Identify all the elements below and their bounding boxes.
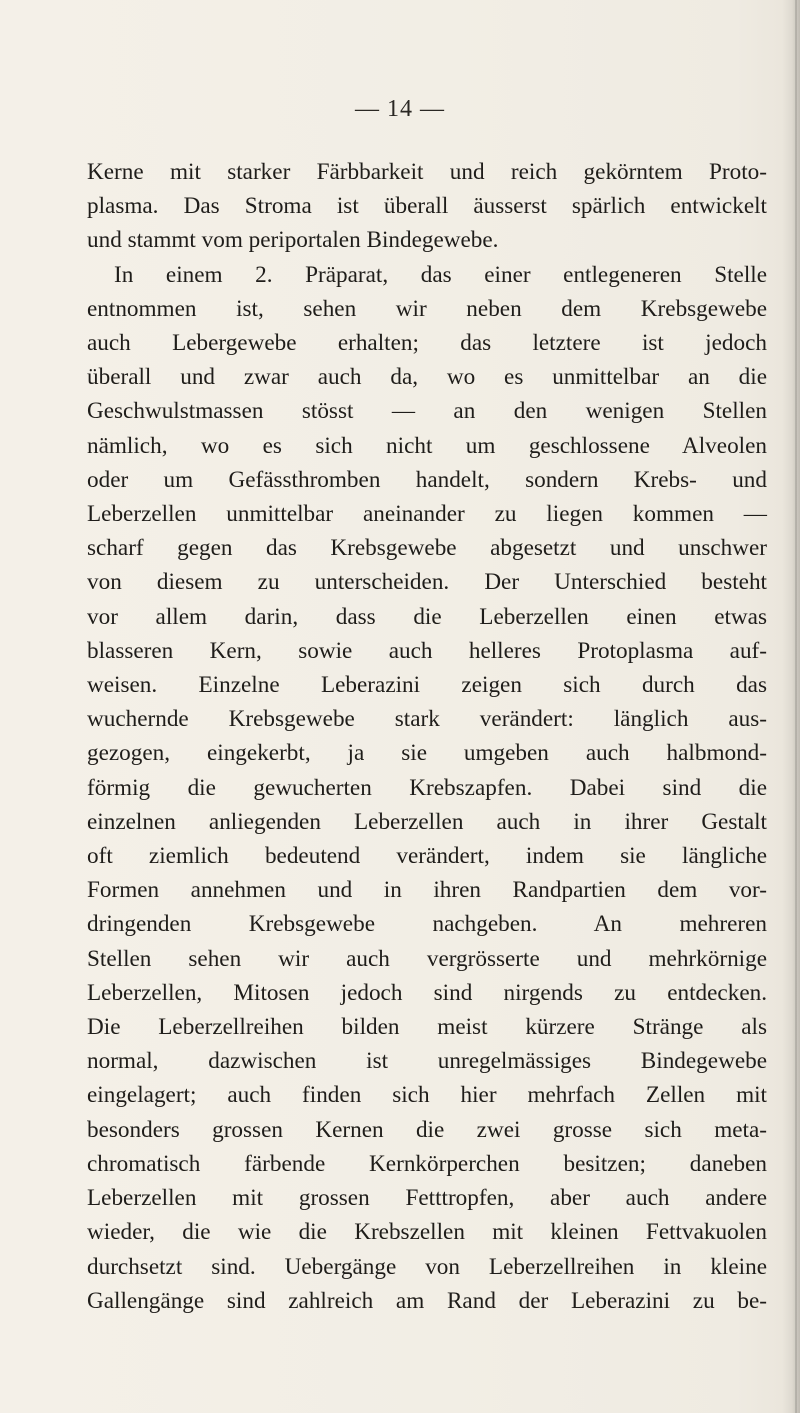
text-line: entnommen ist, sehen wir neben dem Krebsgewebe [87,295,767,322]
text-line: eingelagert; auch finden sich hier mehrfach Zellen mit [87,1082,767,1109]
text-line: weisen. Einzelne Leberazini zeigen sich durch das [87,672,767,699]
text-line: Geschwulstmassen stösst — an den wenigen Stellen [87,398,767,425]
text-line: überall und zwar auch da, wo es unmittelbar an die [87,364,767,391]
text-line: einzelnen anliegenden Leberzellen auch in ihrer Gestalt [87,808,767,835]
body-text [87,155,787,1318]
text-line: vor allem darin, dass die Leberzellen einen etwas [87,603,767,630]
text-line: dringenden Krebsgewebe nachgeben. An mehreren [87,911,767,938]
text-line: normal, dazwischen ist unregelmässiges Bindegewebe [87,1048,767,1075]
text-line: Formen annehmen und in ihren Randpartien dem vor- [87,877,767,904]
text-line: auch Lebergewebe erhalten; das letztere ist jedoch [87,330,767,357]
text-line: Die Leberzellreihen bilden meist kürzere Stränge als [87,1014,767,1041]
text-line: wieder, die wie die Krebszellen mit kleinen Fettvakuolen [87,1219,767,1246]
text-line: und stammt vom periportalen Bindegewebe. [87,227,499,254]
text-line: plasma. Das Stroma ist überall äusserst spärlich entwickelt [87,193,767,220]
page-edge-shadow [782,0,800,1413]
text-line: wuchernde Krebsgewebe stark verändert: länglich aus- [87,706,767,733]
text-line: durchsetzt sind. Uebergänge von Leberzellreihen in kleine [87,1253,767,1280]
text-line: nämlich, wo es sich nicht um geschlossene Alveolen [87,432,767,459]
text-line: scharf gegen das Krebsgewebe abgesetzt und unschwer [87,535,767,562]
text-line: Leberzellen, Mitosen jedoch sind nirgends zu entdecken. [87,979,767,1006]
text-line: In einem 2. Präparat, das einer entlegeneren Stelle [114,261,767,288]
text-line: besonders grossen Kernen die zwei grosse sich meta- [87,1116,767,1143]
text-line: gezogen, eingekerbt, ja sie umgeben auch halbmond- [87,740,767,767]
text-line: Gallengänge sind zahlreich am Rand der Leberazini zu be- [87,1287,767,1314]
text-line: Leberzellen mit grossen Fetttropfen, aber auch andere [87,1185,767,1212]
text-line: oder um Gefässthromben handelt, sondern Krebs- und [87,466,767,493]
text-line: Stellen sehen wir auch vergrösserte und mehrkörnige [87,945,767,972]
text-line: oft ziemlich bedeutend verändert, indem sie längliche [87,843,767,870]
text-line: Leberzellen unmittelbar aneinander zu liegen kommen — [87,501,767,528]
text-line: Kerne mit starker Färbbarkeit und reich gekörntem Proto- [87,159,767,185]
text-line: blasseren Kern, sowie auch helleres Protoplasma auf- [87,637,767,664]
text-line: von diesem zu unterscheiden. Der Unterschied besteht [87,569,767,596]
page-edge-line [795,0,797,1413]
text-line: förmig die gewucherten Krebszapfen. Dabei sind die [87,774,767,801]
page-number: — 14 — [355,96,445,122]
text-line: chromatisch färbende Kernkörperchen besitzen; daneben [87,1150,767,1177]
